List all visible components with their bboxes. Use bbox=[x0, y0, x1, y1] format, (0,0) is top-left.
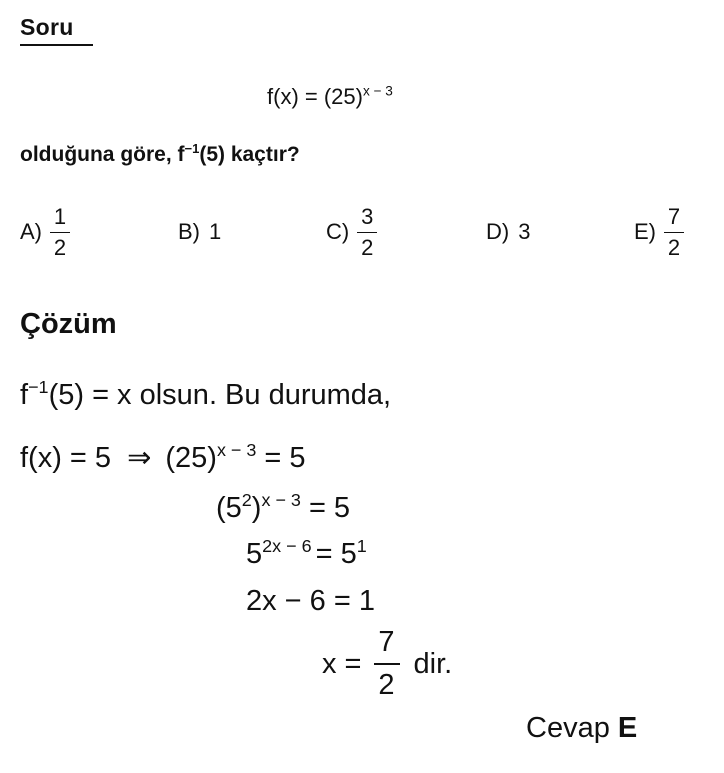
line-left: f(x) = 5 bbox=[20, 442, 112, 474]
option-letter: E) bbox=[634, 219, 656, 244]
solution-line-2 bbox=[20, 440, 306, 475]
option-fraction bbox=[664, 203, 684, 260]
power-base-open: (5 bbox=[216, 492, 242, 524]
fraction-numerator: 7 bbox=[667, 203, 681, 229]
rhs-base: = 5 bbox=[315, 538, 357, 570]
option-letter: A) bbox=[20, 219, 42, 244]
function-lhs: f(x) = (25) bbox=[267, 84, 363, 109]
power-base-close: ) bbox=[251, 492, 262, 524]
option-letter: D) bbox=[486, 219, 510, 244]
inverse-superscript: −1 bbox=[184, 140, 200, 156]
power-exponent: x − 3 bbox=[216, 439, 257, 460]
fraction-numerator: 3 bbox=[361, 203, 374, 229]
inverse-f: f bbox=[20, 379, 29, 411]
option-letter: C) bbox=[326, 219, 350, 244]
fraction-numerator: 1 bbox=[53, 203, 67, 229]
option-a bbox=[20, 196, 70, 268]
option-c bbox=[326, 196, 377, 268]
option-e bbox=[634, 196, 684, 268]
option-b bbox=[178, 196, 221, 268]
fraction-denominator: 2 bbox=[667, 234, 681, 260]
solution-line-1 bbox=[20, 376, 392, 412]
power-base: (25) bbox=[165, 442, 217, 474]
question-text-start: olduğuna göre, f bbox=[20, 143, 185, 166]
line-left: x = bbox=[322, 647, 362, 680]
fraction-denominator: 2 bbox=[53, 234, 67, 260]
fraction-denominator: 2 bbox=[378, 669, 395, 701]
answer-label: Cevap bbox=[526, 712, 610, 744]
line-suffix: dir. bbox=[413, 647, 453, 680]
option-value: 1 bbox=[209, 219, 222, 244]
solution-line-6 bbox=[322, 628, 452, 700]
implies-arrow-icon: ⇒ bbox=[127, 442, 152, 474]
option-fraction bbox=[357, 203, 377, 260]
option-fraction bbox=[50, 203, 70, 260]
line-rhs: = 5 bbox=[264, 442, 306, 474]
solution-line-4 bbox=[246, 535, 367, 571]
question-text bbox=[20, 140, 300, 167]
solution-line-3 bbox=[216, 489, 351, 525]
fraction-denominator: 2 bbox=[361, 234, 374, 260]
solution-line-5: 2x − 6 = 1 bbox=[246, 585, 375, 617]
option-d bbox=[486, 196, 530, 268]
question-text-end: (5) kaçtır? bbox=[199, 143, 300, 166]
inverse-superscript: −1 bbox=[28, 376, 49, 397]
power-exponent: x − 3 bbox=[261, 489, 301, 510]
fraction-numerator: 7 bbox=[378, 626, 395, 658]
line-rhs: = 5 bbox=[308, 492, 351, 524]
inner-exponent: 2 bbox=[241, 489, 252, 510]
power-exponent: 2x − 6 bbox=[262, 535, 312, 556]
question-heading-underline bbox=[20, 44, 93, 46]
rhs-exponent: 1 bbox=[356, 535, 367, 556]
question-heading: Soru bbox=[20, 14, 74, 40]
answer-letter: E bbox=[617, 712, 638, 744]
power-base: 5 bbox=[246, 538, 263, 570]
option-value: 3 bbox=[518, 219, 531, 244]
result-fraction bbox=[374, 628, 400, 700]
function-exponent: x − 3 bbox=[362, 83, 393, 99]
function-definition bbox=[267, 84, 393, 110]
answer bbox=[526, 712, 637, 745]
solution-heading: Çözüm bbox=[20, 308, 117, 340]
option-letter: B) bbox=[178, 219, 200, 244]
line-text: (5) = x olsun. Bu durumda, bbox=[48, 379, 392, 411]
